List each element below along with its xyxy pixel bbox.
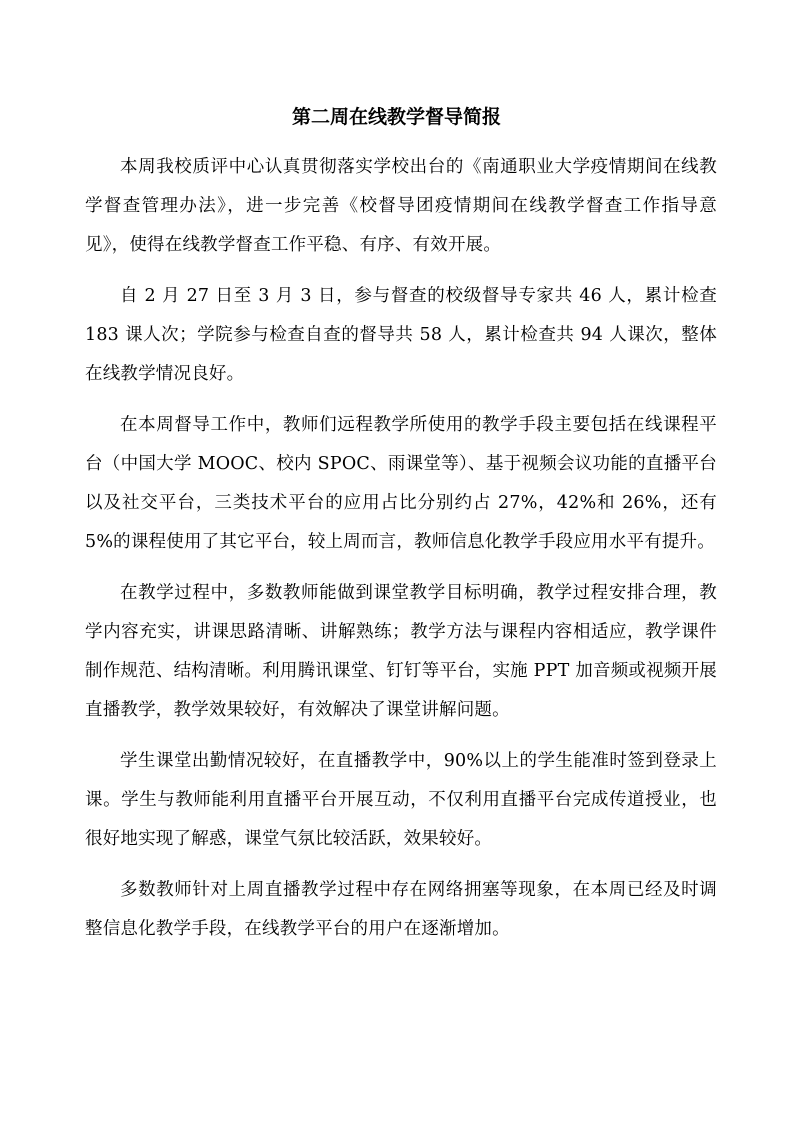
paragraph-teaching-process: 在教学过程中，多数教师能做到课堂教学目标明确，教学过程安排合理，教学内容充实，讲课思路清晰、讲解熟练；教学方法与课程内容相适应，教学课件制作规范、结构清晰。利用腾讯课堂、钉钉等平台，实施 PPT 加音频或视频开展直播教学，教学效果较好，有效解决了课堂讲解问题。 [85, 583, 717, 720]
paragraph-platforms: 在本周督导工作中，教师们远程教学所使用的教学手段主要包括在线课程平台（中国大学 MOOC、校内 SPOC、雨课堂等）、基于视频会议功能的直播平台以及社交平台，三类技术平台的应用占比分别约占 27%，42%和 26%，还有 5%的课程使用了其它平台，较上周而言，教师信息化教学手段应用水平有提升。 [85, 415, 717, 552]
document-title: 第二周在线教学督导简报 [291, 106, 501, 128]
paragraph-student-attendance: 学生课堂出勤情况较好，在直播教学中，90%以上的学生能准时签到登录上课。学生与教师能利用直播平台开展互动，不仅利用直播平台完成传道授业，也很好地实现了解惑，课堂气氛比较活跃，效果较好。 [85, 751, 717, 849]
document-body [85, 148, 717, 961]
paragraph-adjustments: 多数教师针对上周直播教学过程中存在网络拥塞等现象，在本周已经及时调整信息化教学手段，在线教学平台的用户在逐渐增加。 [85, 880, 717, 939]
paragraph-statistics: 自 2 月 27 日至 3 月 3 日，参与督查的校级督导专家共 46 人，累计检查 183 课人次；学院参与检查自查的督导共 58 人，累计检查共 94 人课次，整体在线教学情况良好。 [85, 286, 717, 384]
paragraph-intro: 本周我校质评中心认真贯彻落实学校出台的《南通职业大学疫情期间在线教学督查管理办法》，进一步完善《校督导团疫情期间在线教学督查工作指导意见》，使得在线教学督查工作平稳、有序、有效开展。 [85, 157, 717, 255]
